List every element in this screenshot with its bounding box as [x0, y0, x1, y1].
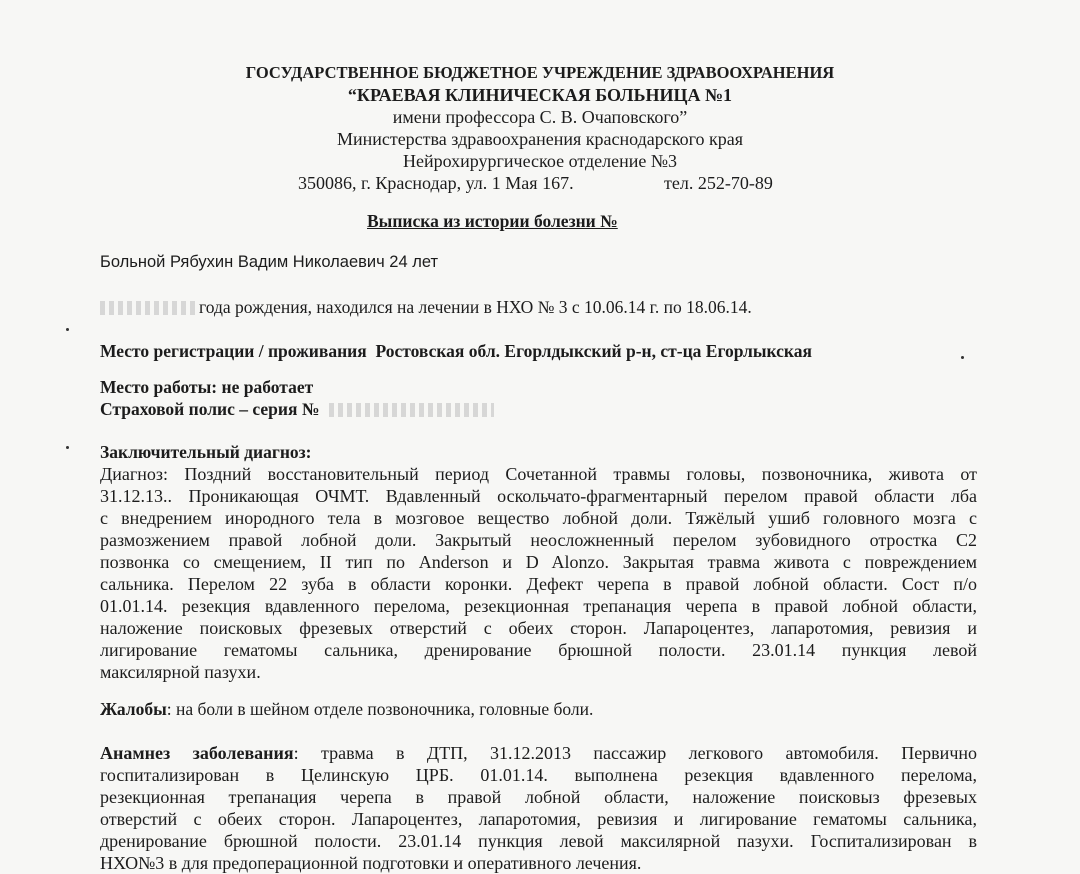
work-value: не работает [221, 377, 314, 397]
diagnosis-text [100, 463, 977, 683]
anamnesis-line: госпитализирован в Целинскую ЦРБ. 01.01.14. выполнена резекция вдавленного перелома, [100, 765, 977, 785]
registration-label: Место регистрации / проживания [100, 341, 367, 361]
diagnosis-line: лигирование гематомы сальника, дренирование брюшной полости. 23.01.14 пункция левой [100, 640, 977, 660]
complaints-text: : на боли в шейном отделе позвоночника, головные боли. [166, 699, 594, 719]
stay-text: года рождения, находился на лечении в НХО № 3 с 10.06.14 г. по 18.06.14. [199, 297, 752, 317]
anamnesis-line: дренирование брюшной полости. 23.01.14 пункция левой максилярной пазухи. Госпитализирован в [100, 831, 977, 851]
work-line [100, 376, 313, 398]
org-line-1: ГОСУДАРСТВЕННОЕ БЮДЖЕТНОЕ УЧРЕЖДЕНИЕ ЗДРАВООХРАНЕНИЯ [245, 63, 835, 82]
anamnesis-line: НХО№3 в для предоперационной подготовки и оперативного лечения. [100, 853, 642, 873]
anamnesis-line: : травма в ДТП, 31.12.2013 пассажир легкового автомобиля. Первично [293, 743, 977, 763]
diagnosis-line: позвонка со смещением, II тип по Anderson и D Alonzo. Закрытая травма живота с повреждением [100, 552, 977, 572]
diagnosis-heading: Заключительный диагноз: [100, 442, 312, 462]
stay-line [100, 296, 752, 318]
complaints-label: Жалобы [100, 699, 167, 719]
patient-line: Больной Рябухин Вадим Николаевич 24 лет [100, 253, 439, 271]
anamnesis-line: резекционная трепанация черепа в правой лобной области, наложение поисковыз фрезевых [100, 787, 977, 807]
scan-speck [66, 446, 69, 449]
insurance-line [100, 398, 498, 420]
diagnosis-line: размозжением правой лобной доли. Закрытый неосложненный перелом зубовидного отростка С2 [100, 530, 977, 550]
org-line-5: Нейрохирургическое отделение №3 [402, 151, 678, 171]
redacted-birthdate [100, 301, 195, 315]
diagnosis-line: максилярной пазухи. [100, 662, 261, 682]
diagnosis-line: сальника. Перелом 22 зуба в области коронки. Дефект черепа в правой лобной области. Сост п/о [100, 574, 977, 594]
scan-speck [961, 356, 964, 359]
registration-line [100, 340, 812, 362]
work-label: Место работы: [100, 377, 218, 397]
complaints-line [100, 698, 593, 720]
diagnosis-line: с внедрением инородного тела в мозговое вещество лобной доли. Тяжёлый ушиб головного мозга с [100, 508, 977, 528]
insurance-label: Страховой полис – серия № [100, 399, 320, 419]
diagnosis-line: Диагноз: Поздний восстановительный период Сочетанной травмы головы, позвоночника, живота от [100, 464, 977, 484]
anamnesis-first-line [100, 742, 977, 764]
phone: тел. 252-70-89 [664, 173, 773, 193]
org-line-3: имени профессора С. В. Очаповского” [392, 107, 688, 127]
org-line-2: “КРАЕВАЯ КЛИНИЧЕСКАЯ БОЛЬНИЦА №1 [347, 85, 733, 105]
diagnosis-line: наложение поисковых фрезевых отверстий с обеих сторон. Лапароцентез, лапаротомия, ревизия и [100, 618, 977, 638]
org-line-4: Министерства здравоохранения краснодарского края [336, 129, 744, 149]
address: 350086, г. Краснодар, ул. 1 Мая 167. [298, 173, 574, 193]
anamnesis-line: отверстий с обеих сторон. Лапароцентез, лапаротомия, ревизия и лигирование гематомы сальника, [100, 809, 977, 829]
scan-speck [66, 328, 69, 331]
anamnesis-text [100, 742, 977, 874]
anamnesis-label: Анамнез заболевания [100, 743, 294, 763]
redacted-policy-number [329, 403, 494, 417]
registration-value: Ростовская обл. Егорлдыкский р-н, ст-ца Егорлыкская [375, 341, 812, 361]
diagnosis-line: 31.12.13.. Проникающая ОЧМТ. Вдавленный оскольчато-фрагментарный перелом правой области лба [100, 486, 977, 506]
document-title: Выписка из истории болезни № [367, 211, 618, 231]
diagnosis-line: 01.01.14. резекция вдавленного перелома, резекционная трепанация черепа в правой лобной области, [100, 596, 977, 616]
